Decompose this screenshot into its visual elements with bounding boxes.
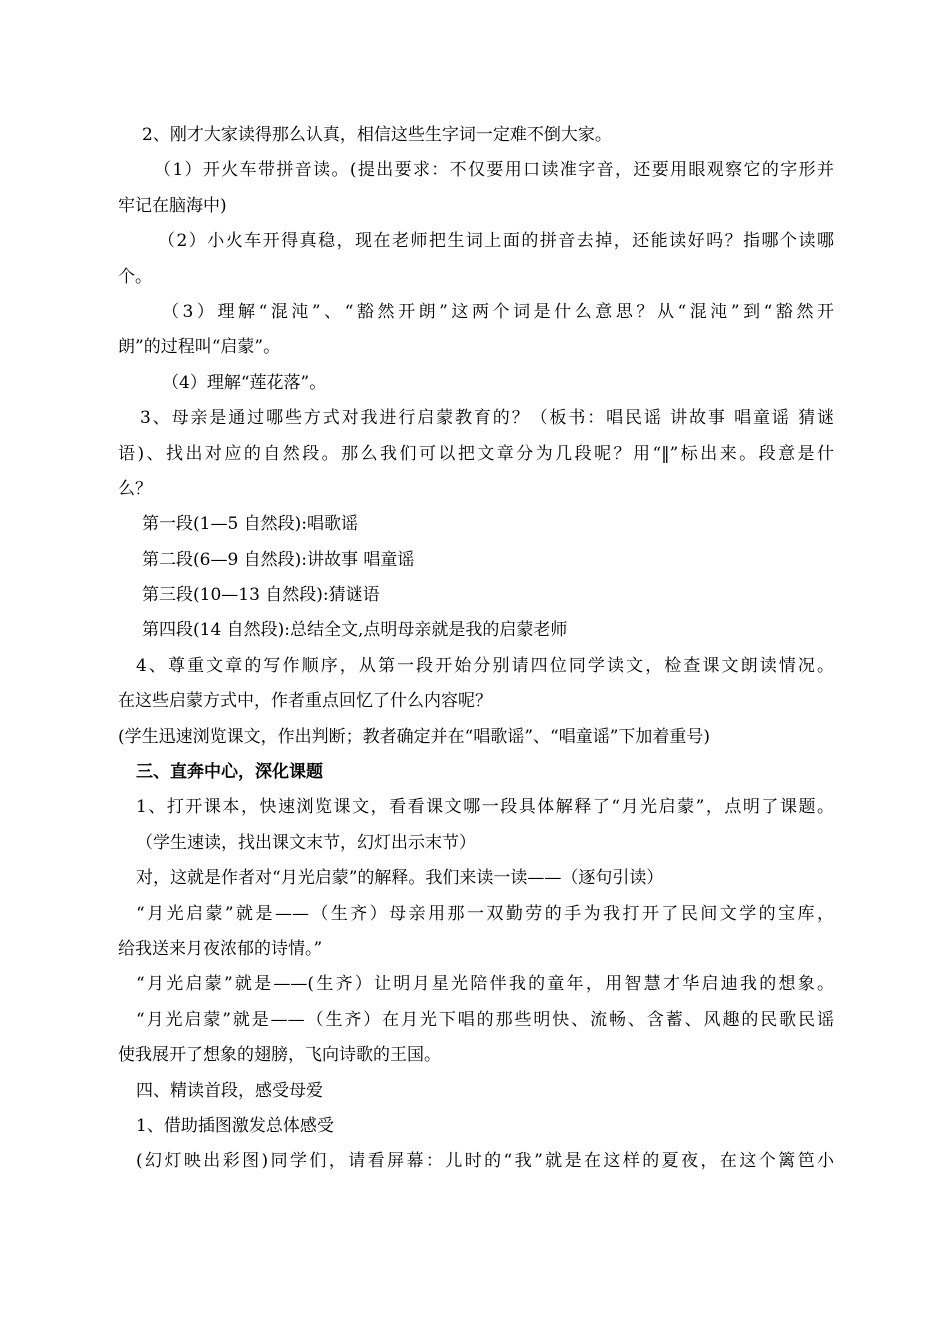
text-line: 语)、找出对应的自然段。那么我们可以把文章分为几段呢？用“‖”标出来。段意是什: [118, 443, 834, 464]
document-page: [118, 118, 834, 1180]
text-line: (学生迅速浏览课文，作出判断；教者确定并在“唱歌谣”、“唱童谣”下加着重号): [118, 726, 711, 747]
text-line: 第一段(1—5 自然段):唱歌谣: [142, 514, 359, 535]
text-line: 么？: [118, 478, 152, 499]
text-line: （3）理解“混沌”、“豁然开朗”这两个词是什么意思？从“混沌”到“豁然开: [162, 301, 834, 322]
text-line: 1、借助插图激发总体感受: [136, 1115, 334, 1136]
text-line: 给我送来月夜浓郁的诗情。”: [118, 938, 323, 959]
text-line: 2、刚才大家读得那么认真，相信这些生字词一定难不倒大家。: [142, 125, 612, 145]
text-line: （1）开火车带拼音读。(提出要求：不仅要用口读准字音，还要用眼观察它的字形并: [154, 160, 834, 181]
text-line: “月光启蒙”就是——（生齐）在月光下唱的那些明快、流畅、含蓄、风趣的民歌民谣: [136, 1009, 834, 1030]
section-heading: 三、直奔中心，深化课题: [136, 762, 323, 783]
text-line: 第三段(10—13 自然段):猜谜语: [142, 585, 380, 606]
text-line: (幻灯映出彩图)同学们，请看屏幕：儿时的“我”就是在这样的夏夜，在这个篱笆小: [136, 1151, 834, 1172]
text-line: 4、尊重文章的写作顺序，从第一段开始分别请四位同学读文，检查课文朗读情况。: [136, 655, 834, 676]
text-line: 1、打开课本，快速浏览课文，看看课文哪一段具体解释了“月光启蒙”，点明了课题。: [136, 797, 834, 818]
text-line: 个。: [118, 266, 152, 287]
text-line: 朗”的过程叫“启蒙”。: [118, 337, 281, 358]
text-line: 四、精读首段，感受母爱: [136, 1080, 323, 1101]
text-line: （4）理解“莲花落”。: [162, 372, 327, 393]
text-line: 第四段(14 自然段):总结全文,点明母亲就是我的启蒙老师: [142, 620, 568, 641]
text-line: 在这些启蒙方式中，作者重点回忆了什么内容呢？: [118, 691, 492, 712]
text-line: 第二段(6—9 自然段):讲故事 唱童谣: [142, 549, 415, 570]
text-line: 牢记在脑海中): [118, 195, 227, 216]
text-line: （2）小火车开得真稳，现在老师把生词上面的拼音去掉，还能读好吗？指哪个读哪: [158, 231, 834, 252]
text-line: 对，这就是作者对“月光启蒙”的解释。我们来读一读——（逐句引读）: [136, 868, 664, 889]
text-line: 3、母亲是通过哪些方式对我进行启蒙教育的？（板书：唱民谣 讲故事 唱童谣 猜谜: [140, 408, 834, 429]
text-line: 使我展开了想象的翅膀，飞向诗歌的王国。: [118, 1045, 441, 1066]
text-line: “月光启蒙”就是——(生齐）让明月星光陪伴我的童年，用智慧才华启迪我的想象。: [136, 974, 834, 995]
text-line: “月光启蒙”就是——（生齐）母亲用那一双勤劳的手为我打开了民间文学的宝库，: [136, 903, 834, 924]
text-line: （学生速读，找出课文末节，幻灯出示末节）: [136, 832, 476, 853]
